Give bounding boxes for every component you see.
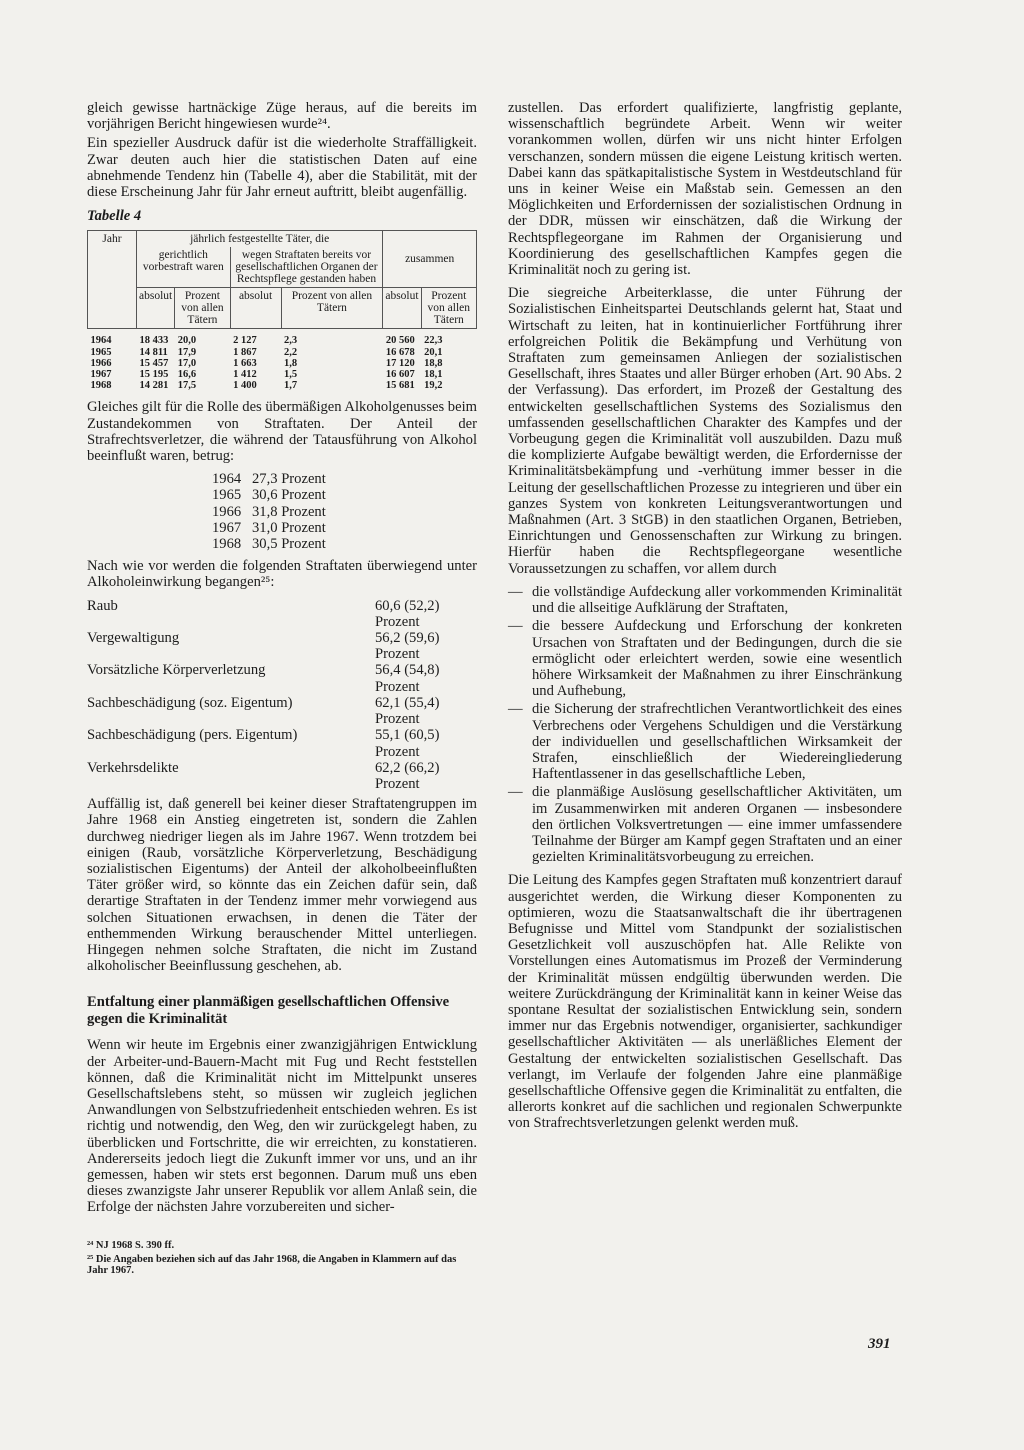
cell: 1,7 [284, 380, 298, 392]
cell-year: 1967 [90, 369, 112, 381]
footnotes [87, 1240, 477, 1276]
year-label: 1967 [212, 519, 242, 536]
cell: 22,3 [424, 335, 443, 347]
section-heading: Entfaltung einer planmäßigen gesellschaftlichen Offensive gegen die Kriminalität [87, 994, 450, 1027]
crime-value: 56,2 (59,6) Prozent [375, 630, 440, 663]
paragraph-repeat-offending: Ein spezieller Ausdruck dafür ist die wiederholte Straffälligkeit. Zwar deuten auch hier die statistischen Daten auf eine abnehmende Tendenz hin (Tabelle 4), aber die Stabilität, mit der diese Erscheinung Jahr für Jahr erneut auftritt, bleibt augenfällig. [87, 135, 477, 201]
year-label: 1964 [212, 471, 242, 488]
cell: 14 281 [139, 380, 169, 392]
crime-value: 62,1 (55,4) Prozent [375, 694, 440, 728]
table-row [88, 358, 477, 369]
header-group: jährlich festgestellte Täter, die [137, 231, 383, 248]
header-total: zusammen [383, 231, 477, 288]
paragraph-continued: gleich gewisse hartnäckige Züge heraus, auf die bereits im vorjährigen Bericht hingewiesen wurde²⁴. [87, 100, 477, 133]
list-item: — die bessere Aufdeckung und Erforschung der konkreten Ursachen von Straftaten und der Bedingungen, durch die sie ermöglicht oder erleichtert werden, sowie eine wesentlich höhere Wirksamkeit der Maßnahmen zu ihrer Einschränkung und Aufhebung, [508, 618, 902, 699]
footnote-24: ²⁴ NJ 1968 S. 390 ff. [87, 1239, 175, 1251]
list-item [87, 598, 477, 630]
subheader-percent: Prozent von allen Tätern [281, 288, 383, 329]
cell-year: 1965 [90, 346, 112, 358]
crime-value: 60,6 (52,2) Prozent [375, 597, 440, 630]
list-item [87, 760, 477, 792]
right-column [508, 100, 902, 1139]
cell: 20,1 [424, 346, 443, 358]
cell: 15 457 [139, 357, 169, 369]
crime-name: Sachbeschädigung (pers. Eigentum) [87, 727, 298, 744]
cell: 2 127 [233, 335, 257, 347]
header-social-organs: wegen Straftaten bereits vor gesellschaftlichen Organen der Rechtspflege gestanden haben [230, 247, 383, 288]
cell: 20,0 [177, 335, 197, 347]
cell: 1 867 [233, 346, 257, 358]
list-item [87, 662, 477, 694]
year-value: 30,6 Prozent [252, 487, 326, 504]
crime-name: Sachbeschädigung (soz. Eigentum) [87, 694, 293, 711]
cell: 20 560 [385, 335, 415, 347]
left-column [87, 100, 477, 1279]
crime-name: Raub [87, 597, 118, 614]
cell: 17,9 [177, 346, 197, 358]
year-value: 30,5 Prozent [252, 536, 326, 553]
paragraph-offences-intro: Nach wie vor werden die folgenden Straftaten überwiegend unter Alkoholeinwirkung begangen²⁵: [87, 558, 477, 591]
subheader-percent: Prozent von allen Tätern [175, 288, 230, 329]
paragraph-alcohol: Gleiches gilt für die Rolle des übermäßigen Alkoholgenusses beim Zustandekommen von Straftaten. Der Anteil der Strafrechtsverletzer, die während der Tatausführung von Alkohol beeinflußt waren, betrug: [87, 399, 477, 465]
crime-list [87, 598, 477, 792]
year-value: 31,8 Prozent [252, 503, 326, 520]
measures-list [508, 584, 902, 865]
cell-year: 1964 [90, 335, 112, 347]
cell: 18,1 [424, 369, 443, 381]
year-value: 31,0 Prozent [252, 519, 326, 536]
subheader-percent: Prozent von allen Tätern [421, 288, 476, 329]
cell: 17,5 [177, 380, 197, 392]
list-item: — die planmäßige Auslösung gesellschaftlicher Aktivitäten, um im Zusammenwirken mit anderen Organen — insbesondere den örtlichen Volksvertretungen — eine immer umfassendere Teilnahme der Bürger am Kampf gegen Straftaten und an einer gezielten Kriminalitätsvorbeugung zu erreichen. [508, 784, 902, 865]
cell: 2,3 [284, 335, 298, 347]
offender-table [87, 230, 477, 391]
crime-name: Verkehrsdelikte [87, 759, 179, 776]
paragraph-observation: Auffällig ist, daß generell bei keiner dieser Straftatengruppen im Jahre 1968 ein Anstieg eingetreten ist, sondern die Zahlen durchweg niedriger liegen als im Jahre 1967. Wenn trotzdem bei einigen (Raub, vorsätzliche Körperverletzung, Beschädigung sozialistischen Eigentums) der Anteil der alkoholbeeinflußten Täter größer wird, so könnte das ein Zeichen dafür sein, daß derartige Straftaten in der Tendenz immer mehr vorwiegend aus solchen Situationen erwachsen, in denen die Täter der enthemmenden Wirkung berauschender Mittel unterliegen. Hingegen nehmen solche Straftaten, die nicht im Zustand alkoholischer Beeinflussung geschehen, ab. [87, 796, 477, 975]
list-item [212, 471, 477, 487]
list-item: — die vollständige Aufdeckung aller vorkommenden Kriminalität und die allseitige Aufklärung der Straftaten, [508, 584, 902, 616]
subheader-absolute: absolut [137, 288, 175, 329]
cell: 1 400 [233, 380, 257, 392]
paragraph-working-class: Die siegreiche Arbeiterklasse, die unter Führung der Sozialistischen Einheitspartei Deutschlands gelernt hat, Staat und Wirtschaft zu leiten, hat in kontinuierlicher Fortführung ihrer erfolgreichen Politik die Bekämpfung und Verhütung von Straftaten zum gemeinsamen Anliegen der sozialistischen Gesellschaft, ihres Staates und aller Bürger erhoben (Art. 90 Abs. 2 der Verfassung). Das erfordert, im Prozeß der Gestaltung des entwickelten gesellschaftlichen Systems des Sozialismus den umfassenden gesellschaftlichen Charakter des Kampfes und der Vorbeugung gegen die Kriminalität voll auszubilden. Dazu muß die komplizierte Aufgabe bewältigt werden, die Erfordernisse der Kriminalitätsbekämpfung und -verhütung immer besser in die Leitung der gesellschaftlichen Prozesse zu integrieren und über ein ganzes System von konkreten Leitungsverantwortungen und Maßnahmen (Art. 3 StGB) in den staatlichen Organen, Betrieben, Einrichtungen und Genossenschaften zur Wirkung zu bringen. Hierfür haben die Rechtspflegeorgane wesentliche Voraussetzungen zu schaffen, vor allem durch [508, 285, 902, 577]
list-item [87, 695, 477, 727]
year-value: 27,3 Prozent [252, 471, 326, 488]
cell: 1,8 [284, 357, 298, 369]
subheader-absolute: absolut [230, 288, 281, 329]
crime-name: Vorsätzliche Körperverletzung [87, 662, 266, 679]
crime-value: 55,1 (60,5) Prozent [375, 727, 440, 760]
footnote-25: ²⁵ Die Angaben beziehen sich auf das Jahr 1968, die Angaben in Klammern auf das Jahr 1967. [87, 1253, 457, 1276]
cell: 16 678 [385, 346, 415, 358]
header-previously-convicted: gerichtlich vorbestraft waren [137, 247, 231, 288]
header-year: Jahr [88, 231, 137, 329]
cell: 18,8 [424, 357, 443, 369]
cell: 17,0 [177, 357, 197, 369]
cell: 15 681 [385, 380, 415, 392]
cell-year: 1966 [90, 357, 112, 369]
year-label: 1966 [212, 503, 242, 520]
table-row [88, 369, 477, 380]
year-label: 1968 [212, 536, 242, 553]
alcohol-year-list [212, 471, 477, 552]
crime-value: 56,4 (54,8) Prozent [375, 662, 440, 695]
cell: 17 120 [385, 357, 415, 369]
crime-name: Vergewaltigung [87, 630, 180, 647]
cell: 1,5 [284, 369, 298, 381]
table-row [88, 329, 477, 347]
cell: 15 195 [139, 369, 169, 381]
cell: 2,2 [284, 346, 298, 358]
cell: 14 811 [139, 346, 168, 358]
cell: 1 663 [233, 357, 257, 369]
year-label: 1965 [212, 487, 242, 504]
list-item: — die Sicherung der strafrechtlichen Verantwortlichkeit des eines Verbrechens oder Vergehens Schuldigen und die Verstärkung der individuellen und gesellschaftlichen Wirksamkeit der Strafen, einschließlich der Wiedereingliederung Haftentlassener in das gesellschaftliche Leben, [508, 701, 902, 782]
cell: 16,6 [177, 369, 197, 381]
page-number: 391 [868, 1336, 891, 1352]
table-row [88, 380, 477, 391]
list-item [212, 504, 477, 520]
list-item [212, 520, 477, 536]
table-row [88, 347, 477, 358]
list-item [212, 487, 477, 503]
cell: 16 607 [385, 369, 415, 381]
paragraph-continued-right: zustellen. Das erfordert qualifizierte, langfristig geplante, wissenschaftlich begründete Arbeit. Wenn wir weiter vorankommen wollen, dürfen wir uns nicht hinter Erfolgen verschanzen, sondern müssen die eigene Leistung kritisch werten. Dabei kann das spätkapitalistische System in Westdeutschland für uns in keiner Weise ein Maßstab sein. Gemessen an den Möglichkeiten und Erfordernissen der sozialistischen Ordnung in der DDR, müssen wir einschätzen, daß die Wirkung der Rechtspflegeorgane im Rahmen der Organisierung und Koordinierung des gesellschaftlichen Kampfes gegen die Kriminalität noch zu gering ist. [508, 100, 902, 279]
list-item [212, 536, 477, 552]
cell: 1 412 [233, 369, 257, 381]
list-item [87, 727, 477, 759]
subheader-absolute: absolut [383, 288, 421, 329]
cell-year: 1968 [90, 380, 112, 392]
crime-value: 62,2 (66,2) Prozent [375, 759, 440, 792]
list-item [87, 630, 477, 662]
table-caption: Tabelle 4 [87, 208, 142, 225]
cell: 19,2 [424, 380, 443, 392]
cell: 18 433 [139, 335, 169, 347]
paragraph-twenty-years: Wenn wir heute im Ergebnis einer zwanzigjährigen Entwicklung der Arbeiter-und-Bauern-Macht mit Fug und Recht feststellen können, daß die Kriminalität nicht im Mittelpunkt unseres Gesellschaftslebens steht, so müssen wir zugleich jeglichen Anwandlungen von Selbstzufriedenheit entschieden wehren. Es ist richtig und notwendig, den Weg, den wir zurückgelegt haben, zu überblicken und Fortschritte, die wir erreichten, zu konstatieren. Andererseits jedoch liegt die Zukunft immer vor uns, und an ihr gemessen, haben wir stets erst begonnen. Darum muß uns eben dieses zwanzigste Jahr unserer Republik vor allem Anlaß sein, die Erfolge der nächsten Jahre vorzubereiten und sicher- [87, 1037, 477, 1216]
paragraph-leadership: Die Leitung des Kampfes gegen Straftaten muß konzentriert darauf ausgerichtet werden, die Wirkung dieser Komponenten zu optimieren, wozu die Staatsanwaltschaft die ihr übertragenen Befugnisse und Mittel vom Standpunkt der sozialistischen Gesetzlichkeit voll auszuschöpfen hat. Alle Relikte von Vorstellungen eines Automatismus im Prozeß der Verminderung der Kriminalität müssen endgültig überwunden werden. Die weitere Zurückdrängung der Kriminalität kann in keiner Weise das spontane Resultat der sozialistischen Entwicklung sein, sondern immer nur das Ergebnis notwendiger, organisierter, sachkundiger gesellschaftlicher Aktivitäten — als unerläßliches Element der Gestaltung der entwickelten sozialistischen Gesellschaft. Das verlangt, im Verlaufe der folgenden Jahre eine planmäßige gesellschaftliche Offensive gegen die Kriminalität zu entfalten, die allerorts konkret auf die sachlichen und regionalen Schwerpunkte von Strafrechtsverletzungen gelenkt werden muß. [508, 872, 902, 1132]
